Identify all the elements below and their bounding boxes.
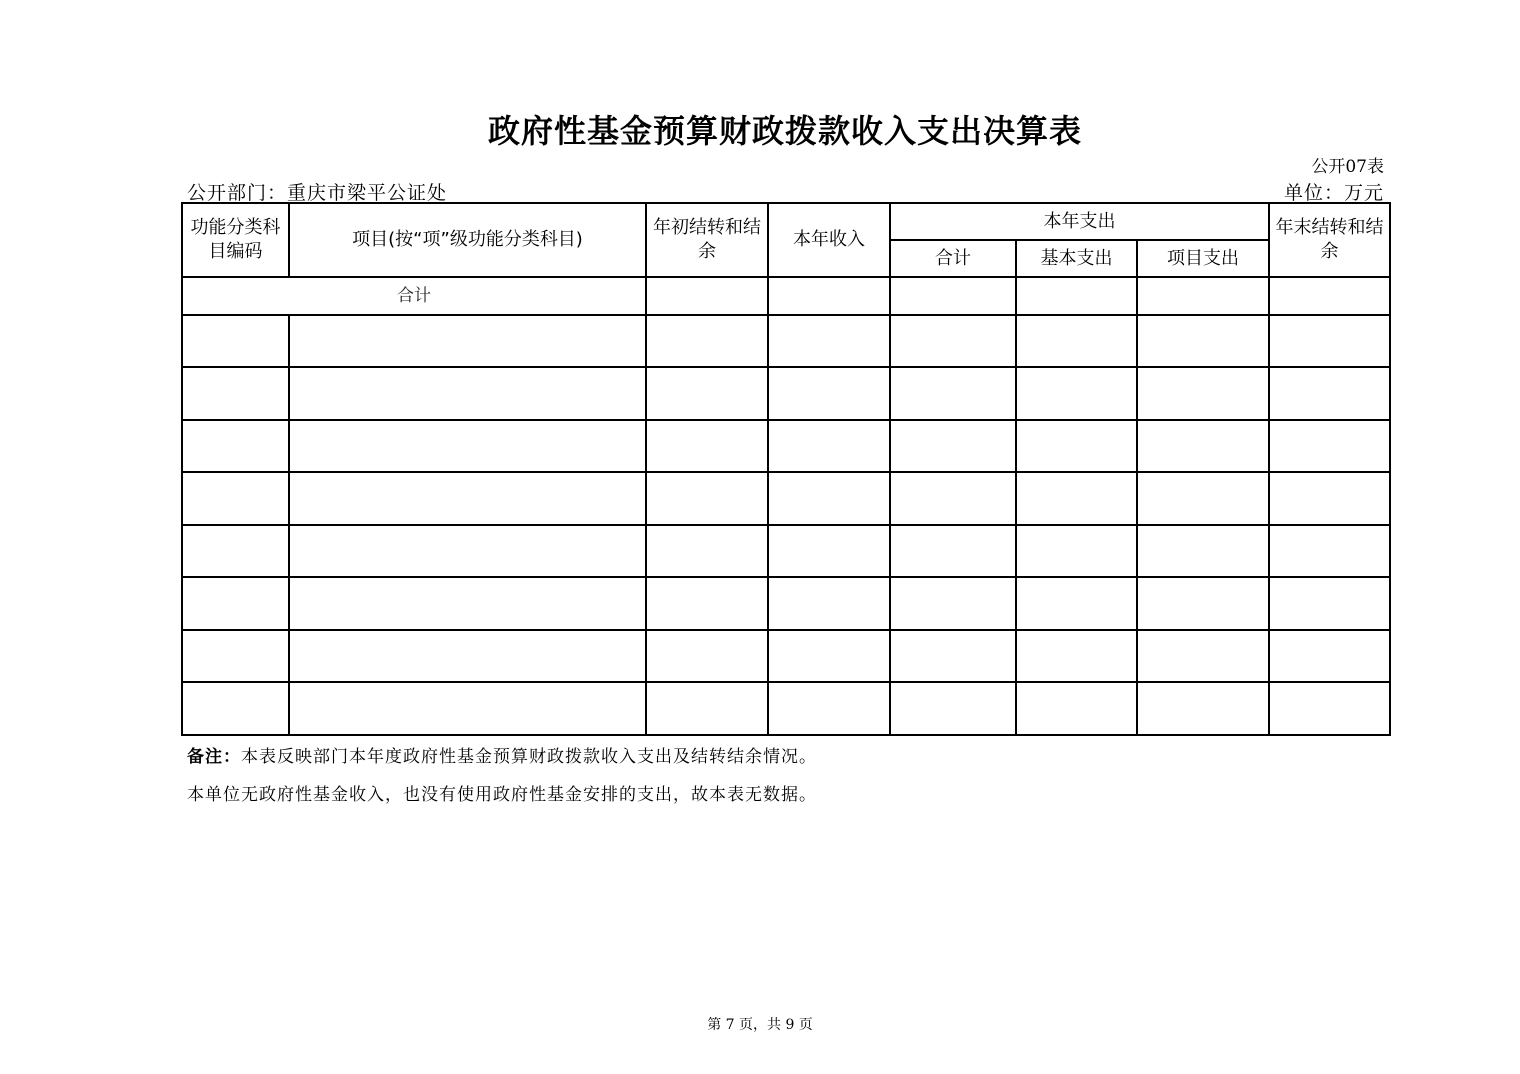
- table-row: [182, 682, 1390, 735]
- header-end-balance: 年末结转和结余: [1269, 203, 1390, 277]
- table-cell: [890, 682, 1016, 735]
- table-cell: [646, 277, 768, 315]
- budget-table: [181, 202, 1391, 736]
- table-cell: [890, 525, 1016, 577]
- header-expense-group: 本年支出: [890, 203, 1269, 240]
- table-cell: [1016, 525, 1137, 577]
- table-cell: [182, 315, 289, 367]
- header-income: 本年收入: [768, 203, 890, 277]
- total-row: [182, 277, 1390, 315]
- table-cell: [646, 315, 768, 367]
- table-cell: [890, 277, 1016, 315]
- table-cell: [182, 420, 289, 472]
- header-expense-basic: 基本支出: [1016, 240, 1137, 277]
- table-cell: [1269, 630, 1390, 682]
- table-cell: [1016, 277, 1137, 315]
- table-cell: [1016, 682, 1137, 735]
- table-row: [182, 630, 1390, 682]
- table-cell: [768, 682, 890, 735]
- table-cell: [768, 420, 890, 472]
- header-code: 功能分类科目编码: [182, 203, 289, 277]
- total-row-label: 合计: [182, 277, 646, 315]
- table-cell: [890, 420, 1016, 472]
- table-cell: [182, 577, 289, 630]
- table-number: 公开07表: [1311, 157, 1384, 177]
- header-begin-balance: 年初结转和结余: [646, 203, 768, 277]
- table-cell: [646, 682, 768, 735]
- table-cell: [1137, 525, 1269, 577]
- table-cell: [890, 367, 1016, 420]
- table-cell: [1269, 472, 1390, 525]
- table-cell: [768, 630, 890, 682]
- table-cell: [182, 472, 289, 525]
- table-cell: [1269, 277, 1390, 315]
- table-cell: [289, 420, 646, 472]
- header-item: 项目(按“项”级功能分类科目): [289, 203, 646, 277]
- table-cell: [646, 420, 768, 472]
- table-cell: [182, 682, 289, 735]
- table-cell: [1016, 315, 1137, 367]
- table-cell: [646, 577, 768, 630]
- table-cell: [1269, 682, 1390, 735]
- table-cell: [182, 367, 289, 420]
- table-cell: [289, 577, 646, 630]
- department-label: 公开部门：重庆市梁平公证处: [187, 182, 448, 204]
- note-text: 本表反映部门本年度政府性基金预算财政拨款收入支出及结转结余情况。: [241, 747, 817, 767]
- table-cell: [1137, 630, 1269, 682]
- table-cell: [1016, 577, 1137, 630]
- page-title: 政府性基金预算财政拨款收入支出决算表: [487, 112, 1082, 150]
- table-row: [182, 315, 1390, 367]
- table-cell: [768, 472, 890, 525]
- table-cell: [1016, 367, 1137, 420]
- table-cell: [289, 315, 646, 367]
- table-cell: [1269, 315, 1390, 367]
- table-cell: [1137, 367, 1269, 420]
- table-cell: [1137, 682, 1269, 735]
- table-row: [182, 472, 1390, 525]
- unit-label: 单位：万元: [1283, 182, 1384, 204]
- table-cell: [289, 525, 646, 577]
- table-cell: [1137, 577, 1269, 630]
- table-cell: [646, 630, 768, 682]
- table-cell: [768, 315, 890, 367]
- table-cell: [182, 630, 289, 682]
- table-cell: [646, 367, 768, 420]
- page-footer: 第 7 页，共 9 页: [707, 1017, 813, 1033]
- table-cell: [1016, 420, 1137, 472]
- table-row: [182, 577, 1390, 630]
- table-cell: [1269, 525, 1390, 577]
- table-cell: [1137, 472, 1269, 525]
- table-cell: [289, 367, 646, 420]
- table-cell: [646, 472, 768, 525]
- table-cell: [1137, 420, 1269, 472]
- table-cell: [768, 525, 890, 577]
- note-label: 备注：: [187, 747, 241, 767]
- table-cell: [289, 682, 646, 735]
- note-line-2: 本单位无政府性基金收入，也没有使用政府性基金安排的支出，故本表无数据。: [187, 785, 817, 805]
- table-cell: [768, 277, 890, 315]
- table-cell: [1269, 420, 1390, 472]
- table-cell: [890, 630, 1016, 682]
- table-cell: [1269, 367, 1390, 420]
- table-cell: [890, 577, 1016, 630]
- table-cell: [890, 315, 1016, 367]
- table-cell: [289, 630, 646, 682]
- table-cell: [1016, 472, 1137, 525]
- table-cell: [289, 472, 646, 525]
- header-row: [182, 203, 1390, 240]
- table-row: [182, 420, 1390, 472]
- table-cell: [890, 472, 1016, 525]
- table-row: [182, 367, 1390, 420]
- table-row: [182, 525, 1390, 577]
- table-cell: [1016, 630, 1137, 682]
- table-cell: [1137, 277, 1269, 315]
- note-line-1: [187, 742, 817, 767]
- table-cell: [768, 367, 890, 420]
- table-cell: [646, 525, 768, 577]
- table-cell: [182, 525, 289, 577]
- header-expense-total: 合计: [890, 240, 1016, 277]
- table-cell: [1137, 315, 1269, 367]
- table-cell: [768, 577, 890, 630]
- header-expense-project: 项目支出: [1137, 240, 1269, 277]
- table-cell: [1269, 577, 1390, 630]
